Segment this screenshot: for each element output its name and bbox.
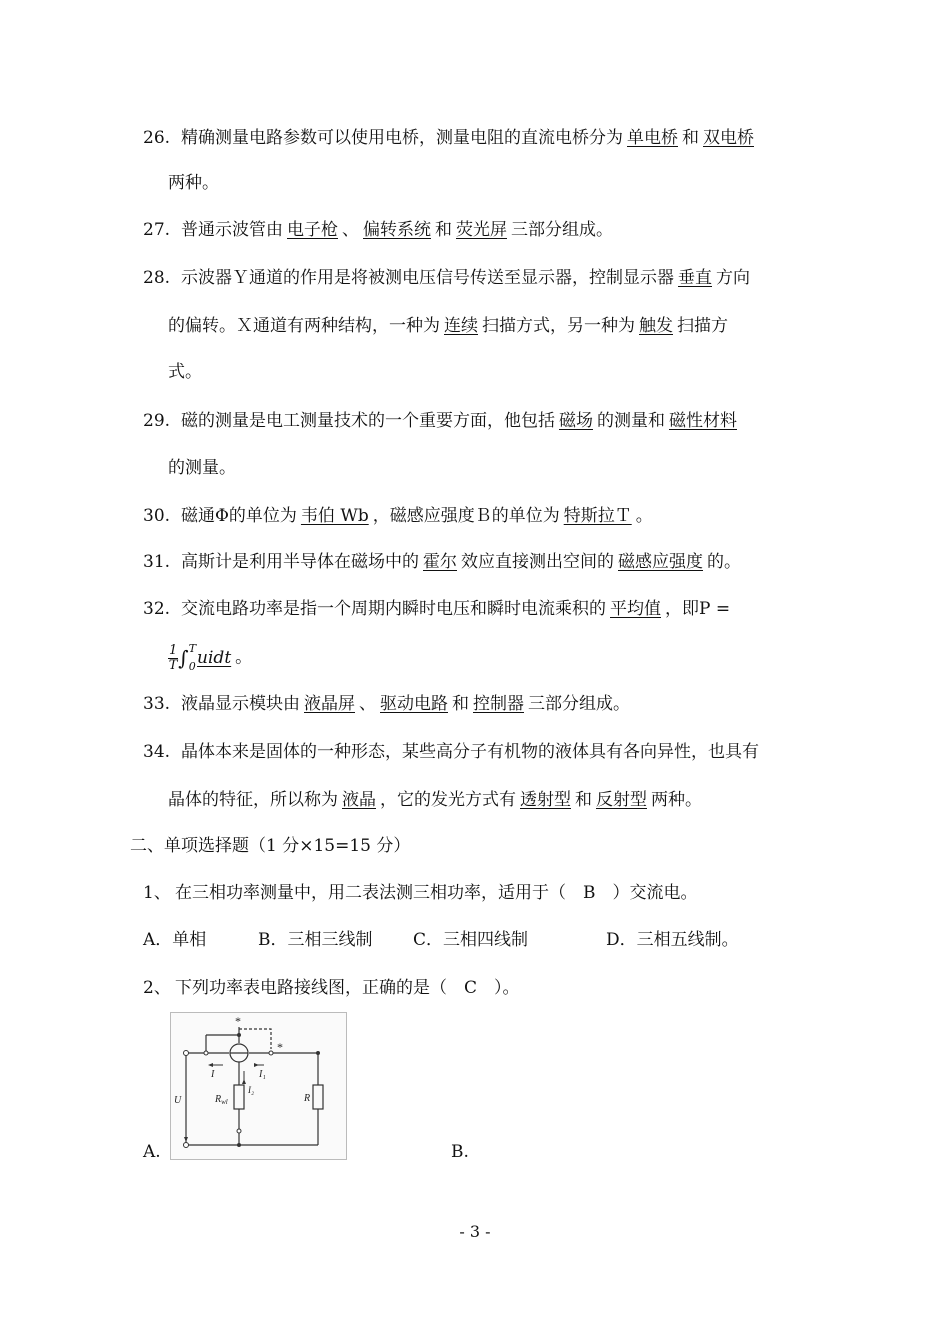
terminal	[269, 1051, 273, 1055]
question-number: 1、	[143, 883, 171, 903]
resistor-r	[313, 1085, 323, 1109]
question-number: 28.	[143, 268, 171, 288]
question-26-continued: 两种。	[168, 173, 219, 193]
question-number: 33.	[143, 694, 171, 714]
terminal	[204, 1051, 208, 1055]
answer-blank: 单电桥	[627, 128, 678, 148]
option-a: A．单相	[143, 930, 207, 950]
fraction: $\frac{1}{T}$	[168, 642, 178, 673]
question-number: 26.	[143, 128, 171, 148]
answer-blank: 控制器	[473, 694, 524, 714]
asterisk-1: *	[235, 1014, 241, 1028]
junction	[316, 1051, 320, 1055]
answer-blank: 液晶	[342, 790, 376, 810]
answer-blank: 平均值	[610, 599, 661, 619]
option-b-label: B.	[451, 1142, 469, 1162]
question-number: 30.	[143, 506, 171, 526]
question-number: 2、	[143, 978, 171, 998]
terminal	[237, 1129, 241, 1133]
label-i2: I₂	[248, 1085, 255, 1095]
option-d: D．三相五线制。	[606, 930, 739, 950]
current-arrow-i	[208, 1063, 213, 1067]
answer-blank: 触发	[639, 316, 673, 336]
question-29-continued: 的测量。	[168, 458, 236, 478]
circuit-diagram-svg	[171, 1013, 346, 1159]
question-34: 34. 晶体本来是固体的一种形态，某些高分子有机物的液体具有各向异性，也具有	[143, 742, 759, 762]
answer-blank: 磁感应强度	[618, 552, 703, 572]
terminal	[184, 1051, 189, 1056]
answer-blank: 荧光屏	[456, 220, 507, 240]
voltage-arrow	[184, 1137, 188, 1142]
choice-question-1: 1、 在三相功率测量中，用二表法测三相功率，适用于（ B ）交流电。	[143, 883, 698, 903]
label-rwl: $R_{wl}$	[215, 1094, 228, 1106]
choice-question-2: 2、 下列功率表电路接线图，正确的是（ C ）。	[143, 978, 520, 998]
asterisk-2: *	[277, 1040, 283, 1054]
answer-blank: 磁性材料	[669, 411, 737, 431]
question-33: 33. 液晶显示模块由 液晶屏 、 驱动电路 和 控制器 三部分组成。	[143, 694, 630, 714]
answer-blank: 磁场	[559, 411, 593, 431]
question-number: 31.	[143, 552, 171, 572]
question-number: 32.	[143, 599, 171, 619]
question-28-line3: 式。	[168, 362, 202, 382]
question-28: 28. 示波器Ｙ通道的作用是将被测电压信号传送至显示器，控制显示器 垂直 方向	[143, 268, 750, 288]
terminal	[184, 1143, 189, 1148]
answer-blank: 特斯拉Ｔ	[563, 506, 632, 526]
answer-blank: 霍尔	[423, 552, 457, 572]
answer-blank: uidt	[197, 647, 232, 668]
answer-blank: 电子枪	[287, 220, 338, 240]
question-26: 26. 精确测量电路参数可以使用电桥，测量电阻的直流电桥分为 单电桥 和 双电桥	[143, 127, 758, 149]
answer-blank: 反射型	[596, 790, 647, 810]
integral-sign: ∫	[178, 646, 189, 670]
question-number: 27.	[143, 220, 171, 240]
option-a-label: A.	[143, 1142, 161, 1162]
question-30: 30. 磁通Φ的单位为 韦伯 Wb ，磁感应强度Ｂ的单位为 特斯拉Ｔ 。	[143, 506, 653, 526]
answer-blank: 驱动电路	[380, 694, 448, 714]
answer-blank: 双电桥	[703, 128, 754, 148]
answer-blank: 垂直	[678, 268, 712, 288]
question-number: 29.	[143, 411, 171, 431]
option-c: C．三相四线制	[413, 930, 529, 950]
answer-blank: 韦伯 Wb	[300, 506, 369, 526]
option-b: B．三相三线制	[258, 930, 373, 950]
choice-options-1	[143, 929, 739, 951]
answer-blank: 偏转系统	[363, 220, 431, 240]
label-i1: I₁	[259, 1069, 266, 1080]
section-heading: 二、单项选择题（1 分×15=15 分）	[130, 836, 411, 856]
integral-limits: T 0	[188, 642, 197, 673]
question-28-line2: 的偏转。Ｘ通道有两种结构，一种为 连续 扫描方式，另一种为 触发 扫描方	[168, 316, 728, 336]
question-31: 31. 高斯计是利用半导体在磁场中的 霍尔 效应直接测出空间的 磁感应强度 的。	[143, 552, 741, 572]
question-34-line2: 晶体的特征，所以称为 液晶 ，它的发光方式有 透射型 和 反射型 两种。	[168, 790, 702, 810]
circuit-diagram-a	[170, 1012, 347, 1160]
answer-blank: 连续	[444, 316, 478, 336]
question-number: 34.	[143, 742, 171, 762]
label-r: R	[304, 1093, 311, 1104]
junction	[237, 1033, 241, 1037]
page-number: - 3 -	[459, 1222, 491, 1241]
junction	[237, 1143, 241, 1147]
question-27: 27. 普通示波管由 电子枪 、 偏转系统 和 荧光屏 三部分组成。	[143, 220, 613, 240]
power-formula: $\frac{1}{T}$ ∫ T 0 uidt 。	[168, 640, 252, 676]
question-29: 29. 磁的测量是电工测量技术的一个重要方面，他包括 磁场 的测量和 磁性材料	[143, 410, 741, 432]
label-i: I	[211, 1069, 215, 1080]
label-u: U	[174, 1095, 182, 1106]
question-32: 32. 交流电路功率是指一个周期内瞬时电压和瞬时电流乘积的 平均值 ，即P =	[143, 599, 731, 619]
resistor-rwl	[234, 1085, 244, 1109]
answer-blank: 透射型	[520, 790, 571, 810]
answer-blank: 液晶屏	[304, 694, 355, 714]
